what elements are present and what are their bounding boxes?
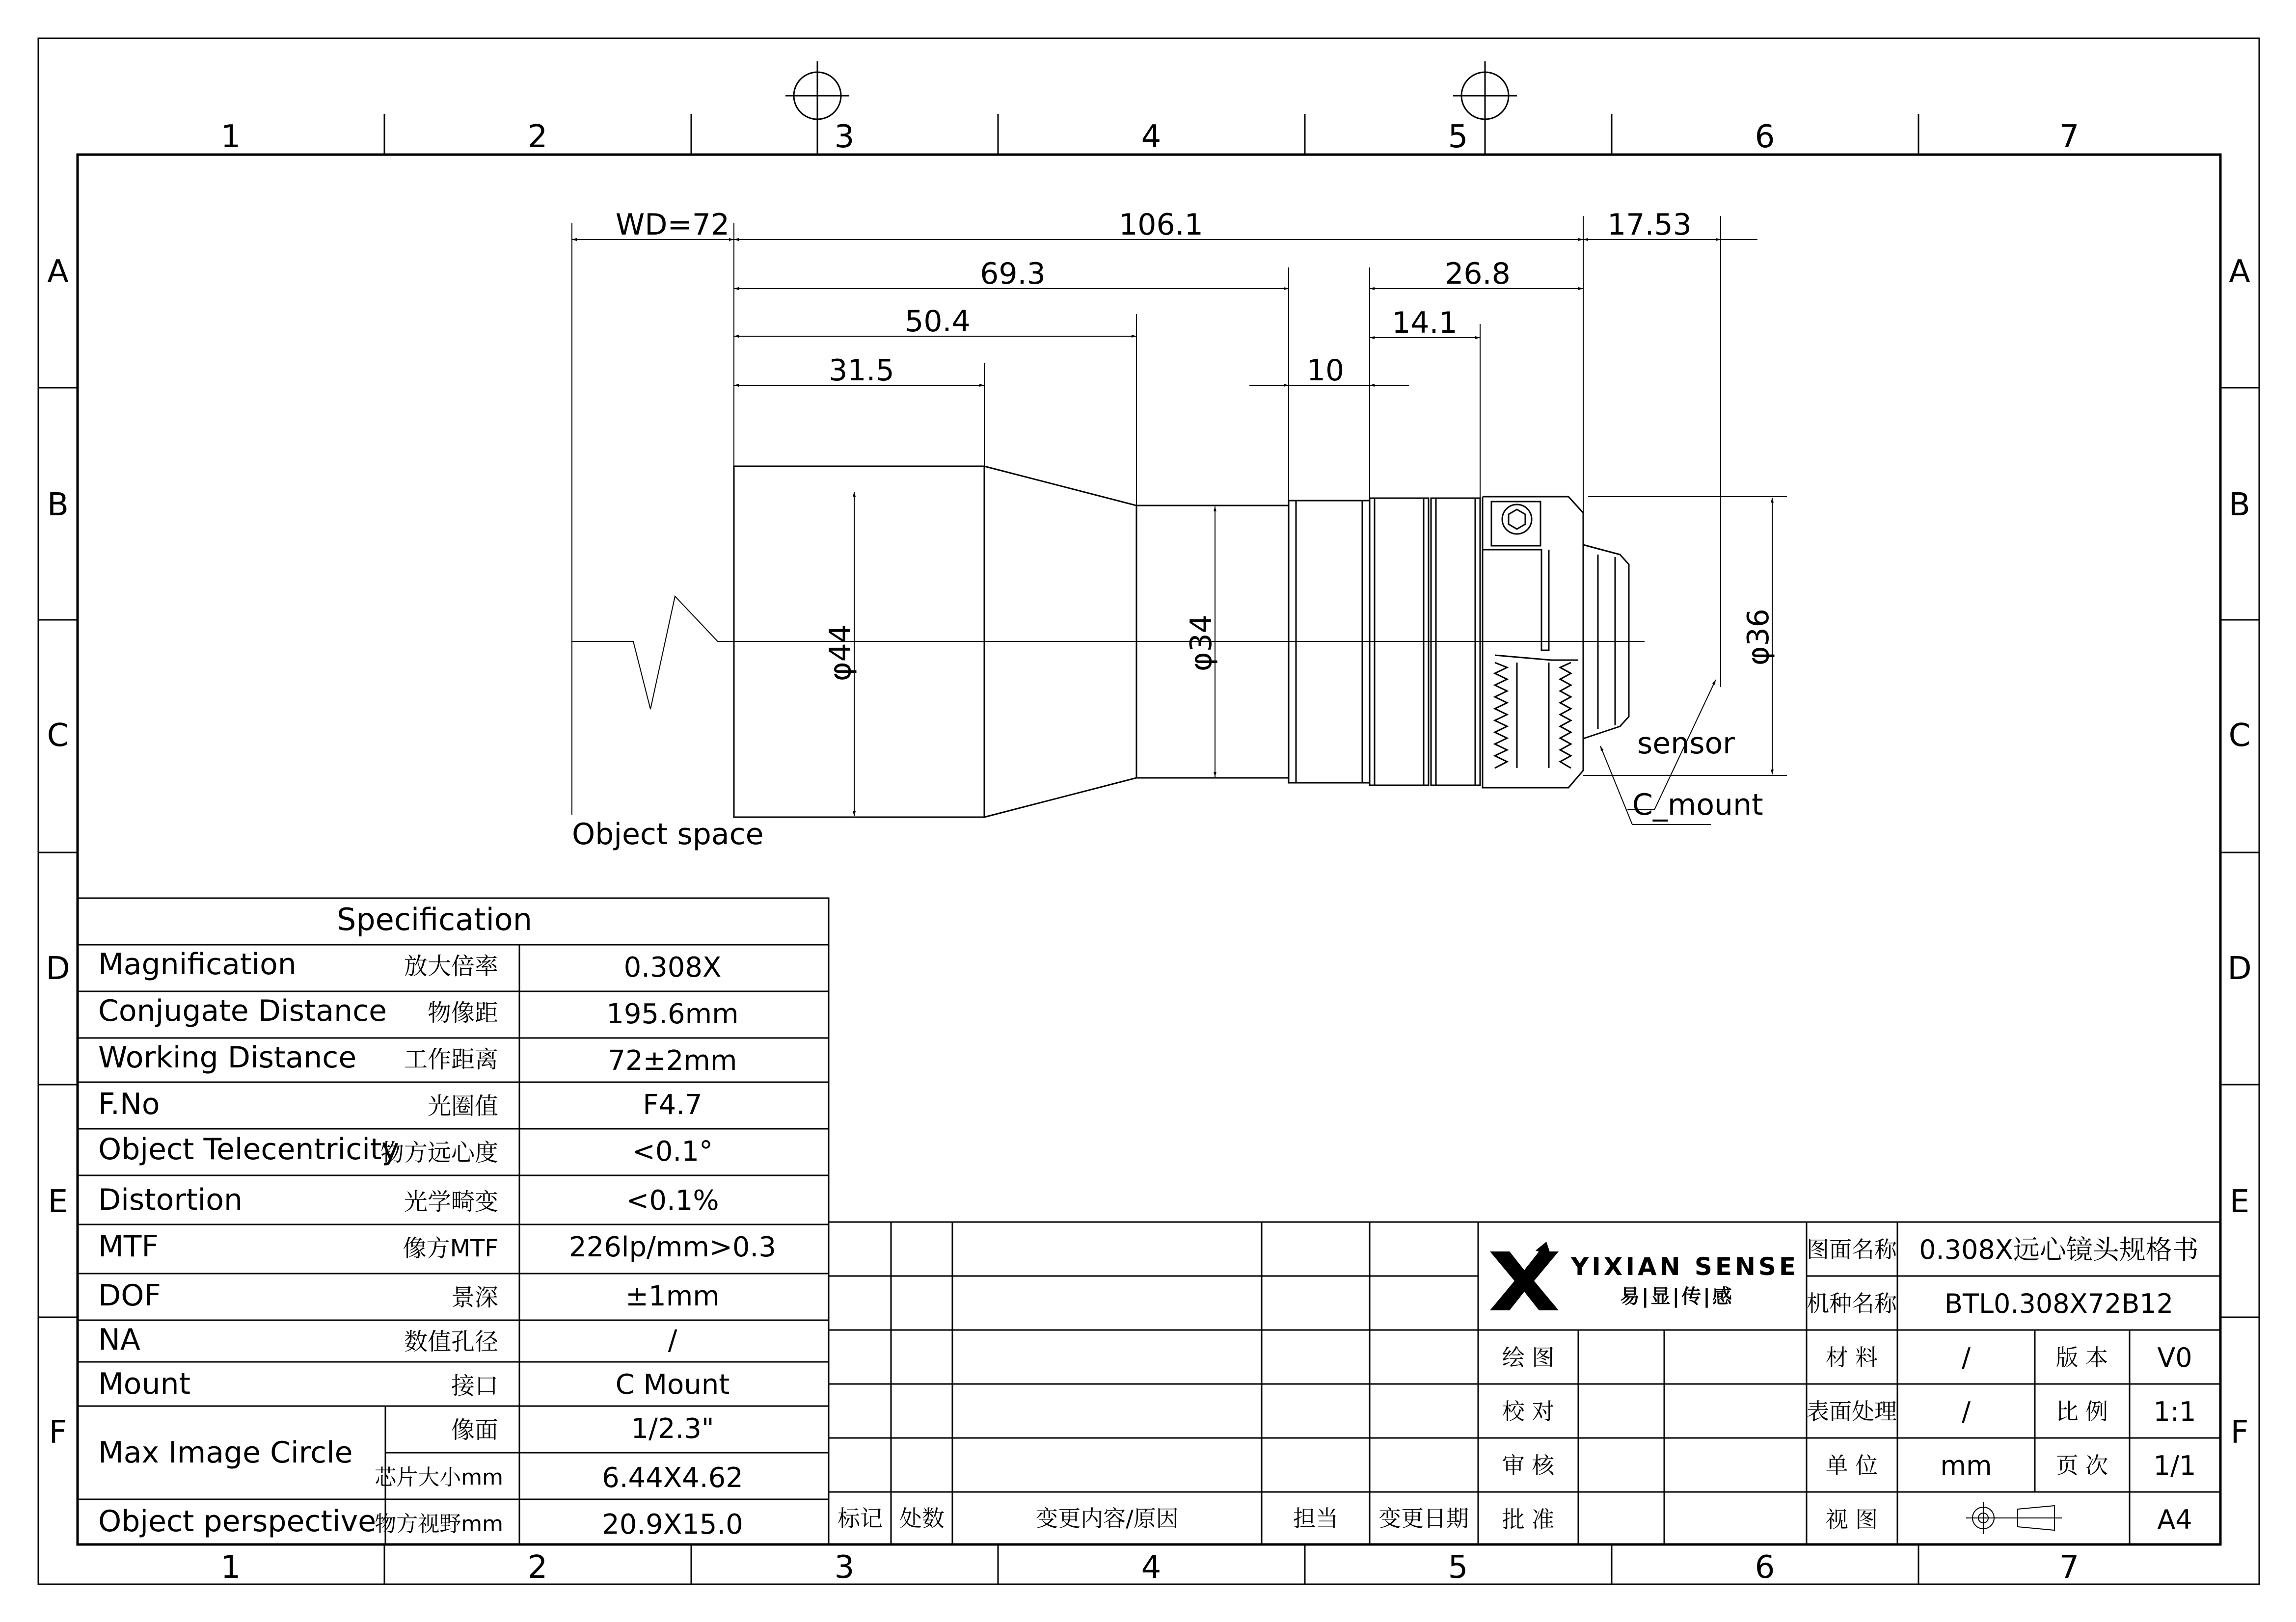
row-letters [46,254,2251,1451]
spec-label-en: Object perspective [98,1504,377,1539]
row-letter: C [47,718,69,754]
dimension-texts [616,208,1776,681]
spec-value: <0.1% [626,1185,719,1217]
col-number: 6 [1755,119,1775,155]
title-block [1478,1222,2220,1544]
dim-26: 26.8 [1445,257,1511,291]
spec-value: <0.1° [632,1136,713,1168]
spec-label-en: Distortion [98,1183,243,1217]
revision-header: 变更日期 [1378,1505,1469,1532]
spec-label-cn: 物方视野mm [375,1512,503,1537]
lens-drawing [572,208,1787,851]
surface-label: 表面处理 [1807,1398,1897,1425]
col-number: 1 [220,1549,241,1586]
spec-value: ±1mm [625,1280,720,1312]
spec-label-cn: 接口 [451,1372,498,1400]
drawing-labels [572,726,1763,851]
scale-value: 1:1 [2153,1396,2196,1427]
unit-label: 单 位 [1825,1452,1878,1479]
revision-headers [837,1505,1469,1532]
sheet-size-value: A4 [2157,1504,2192,1535]
model-value: BTL0.308X72B12 [1944,1288,2174,1319]
optical-axis [572,596,1645,709]
revision-table [829,1222,1478,1544]
spec-label-cn: 放大倍率 [404,953,498,980]
spec-label-cn: 物像距 [427,999,498,1027]
page-label: 页 次 [2055,1452,2108,1479]
c-mount-label: C_mount [1632,788,1763,822]
col-number: 2 [527,119,548,155]
col-number: 4 [1141,119,1162,155]
spec-label-en: Working Distance [98,1040,357,1075]
row-letter: A [2229,254,2250,290]
inner-frame [78,155,2220,1544]
object-space-label: Object space [572,817,764,851]
approval-label: 审 核 [1502,1452,1555,1479]
col-number: 7 [2059,119,2080,155]
spec-label-cn: 物方远心度 [380,1139,498,1167]
spec-label-cn: 数值孔径 [404,1328,498,1356]
spec-label-en: Max Image Circle [98,1436,353,1470]
zone-dividers [38,114,2259,1584]
version-label: 版 本 [2055,1344,2108,1371]
dim-total: 106.1 [1119,208,1203,242]
spec-label-cn: 工作距离 [404,1046,498,1073]
dim-diameter-34: φ34 [1184,614,1218,671]
row-letter: D [2227,951,2252,987]
model-label: 机种名称 [1807,1290,1897,1317]
row-letter: A [47,254,69,290]
spec-label-cn: 景深 [451,1284,498,1311]
page-value: 1/1 [2153,1450,2196,1481]
col-number: 7 [2059,1549,2080,1586]
col-number: 5 [1448,1549,1468,1586]
sensor-label: sensor [1637,726,1735,761]
spec-en-labels [98,947,399,1539]
dim-back-focal: 17.53 [1607,208,1692,242]
spec-label-en: DOF [98,1278,161,1313]
material-label: 材 料 [1825,1344,1878,1371]
dim-31: 31.5 [829,353,894,388]
dim-69: 69.3 [980,257,1046,291]
logo-text: YIXIAN SENSE [1571,1252,1799,1281]
logo-text-cn: 易|显|传|感 [1620,1285,1734,1308]
col-number: 2 [527,1549,548,1586]
spec-label-en: NA [98,1323,140,1357]
row-letter: F [49,1414,67,1451]
col-number: 5 [1448,119,1468,155]
spec-value: 195.6mm [606,998,739,1030]
spec-label-cn: 像面 [451,1416,498,1444]
spec-label-cn: 芯片大小mm [375,1465,503,1490]
approval-label: 校 对 [1502,1398,1555,1425]
revision-header: 变更内容/原因 [1035,1505,1179,1532]
spec-value: 20.9X15.0 [602,1509,743,1541]
view-label: 视 图 [1825,1506,1878,1533]
dim-wd: WD=72 [615,208,730,242]
dim-10: 10 [1306,353,1345,388]
column-numbers [221,119,2080,1586]
spec-value: 226lp/mm>0.3 [569,1231,776,1263]
spec-label-en: Magnification [98,947,297,982]
surface-value: / [1961,1396,1971,1427]
drawing-name-label: 图面名称 [1807,1236,1897,1263]
spec-label-en: Object Telecentricity [98,1132,399,1167]
row-letter: E [2229,1184,2250,1220]
col-number: 4 [1141,1549,1162,1586]
spec-label-en: Conjugate Distance [98,994,387,1028]
spec-value: 72±2mm [608,1045,737,1077]
dim-diameter-44: φ44 [823,624,858,681]
row-letter: B [47,487,69,523]
dim-diameter-36: φ36 [1741,609,1776,665]
revision-header: 担当 [1293,1505,1338,1532]
col-number: 3 [834,1549,855,1586]
scale-label: 比 例 [2055,1398,2108,1425]
row-letter: F [2230,1414,2249,1451]
spec-value: C Mount [615,1369,730,1401]
drawing-name-value: 0.308X远心镜头规格书 [1919,1234,2199,1265]
spec-value: 0.308X [623,952,722,984]
col-number: 3 [834,119,855,155]
spec-title: Specification [336,902,533,937]
row-letter: C [2228,718,2251,754]
spec-label-en: MTF [98,1229,159,1264]
approval-label: 批 准 [1502,1506,1555,1533]
outer-frame [38,38,2259,1584]
spec-value: F4.7 [643,1089,702,1121]
spec-table [78,898,829,1544]
col-number: 1 [220,119,241,155]
material-value: / [1961,1342,1971,1373]
spec-cn-labels [375,953,503,1537]
spec-label-cn: 像方MTF [403,1235,498,1262]
dim-50: 50.4 [905,304,971,339]
version-value: V0 [2157,1342,2192,1373]
spec-value: 1/2.3" [631,1413,714,1445]
projection-symbol-icon [1966,1502,2062,1534]
row-letter: B [2229,487,2250,523]
unit-value: mm [1940,1450,1992,1481]
spec-label-en: Mount [98,1367,191,1401]
approval-label: 绘 图 [1502,1344,1555,1371]
spec-label-cn: 光圈值 [427,1092,498,1120]
revision-header: 标记 [837,1505,883,1532]
spec-value: 6.44X4.62 [602,1462,743,1494]
revision-header: 处数 [899,1505,945,1532]
dimension-lines [572,216,1787,824]
row-letter: D [46,951,70,987]
row-letter: E [48,1184,68,1220]
spec-label-en: F.No [98,1087,160,1121]
col-number: 6 [1755,1549,1775,1586]
spec-value: / [668,1325,677,1356]
dim-14: 14.1 [1392,306,1458,340]
spec-label-cn: 光学畸变 [404,1188,498,1216]
company-logo [1490,1242,1799,1310]
